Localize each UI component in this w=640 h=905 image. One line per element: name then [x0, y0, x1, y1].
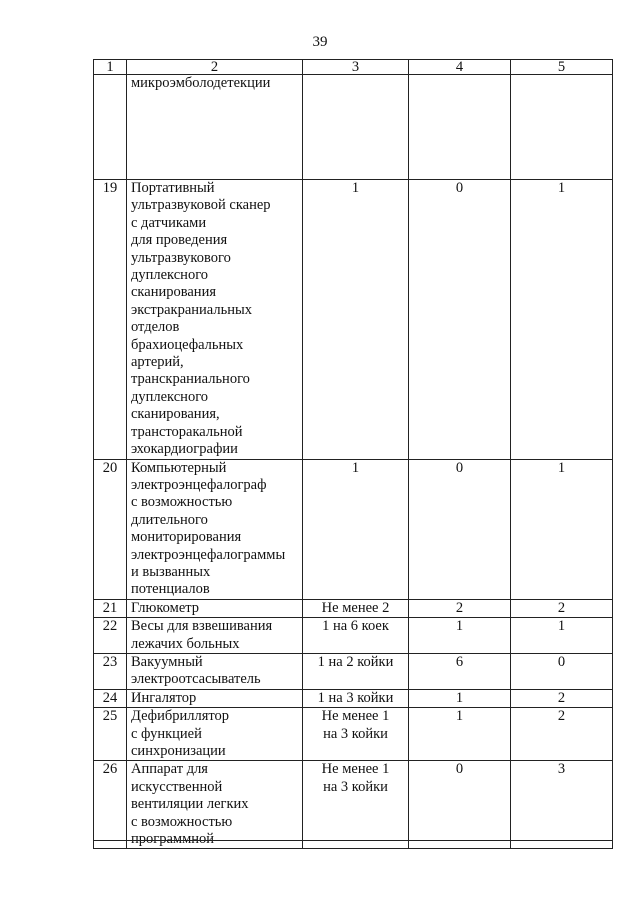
equipment-name-line: сканирования: [131, 284, 216, 301]
equipment-name-line: программной: [131, 831, 215, 848]
table-row: [94, 599, 613, 617]
equipment-name-cell: [127, 618, 303, 654]
equipment-name-line: Аппарат для: [131, 761, 208, 778]
column-4-value-cell: 1: [409, 689, 511, 707]
column-4-value-cell: [409, 75, 511, 180]
equipment-name-cell: [127, 459, 303, 599]
row-number-cell: 23: [94, 653, 127, 689]
equipment-name-line: Ингалятор: [131, 689, 197, 706]
table-row: [94, 75, 613, 180]
equipment-name-line: лежачих больных: [131, 635, 240, 652]
equipment-name-line: длительного: [131, 511, 208, 528]
equipment-name-line: для проведения: [131, 232, 228, 249]
column-header: 5: [511, 60, 613, 75]
required-quantity-line: 1 на 3 койки: [317, 689, 394, 706]
equipment-name-line: Глюкометр: [131, 599, 200, 616]
row-number-cell: 21: [94, 599, 127, 617]
table-bottom-border: [93, 840, 612, 841]
equipment-name-line: Портативный: [131, 180, 215, 196]
column-5-value-cell: 2: [511, 708, 613, 761]
table-row: [94, 761, 613, 849]
equipment-name-cell: [127, 689, 303, 707]
required-quantity-line: на 3 койки: [323, 725, 388, 742]
equipment-name-line: с функцией: [131, 725, 202, 742]
equipment-name-line: мониторирования: [131, 529, 242, 546]
equipment-name-line: ультразвукового: [131, 249, 231, 266]
equipment-name-line: и вызванных: [131, 563, 211, 580]
column-4-value-cell: 0: [409, 180, 511, 460]
column-4-value-cell: 1: [409, 618, 511, 654]
table-row: [94, 708, 613, 761]
equipment-name-line: дуплексного: [131, 388, 209, 405]
equipment-table: [93, 59, 613, 849]
required-quantity-line: Не менее 1: [321, 761, 390, 778]
column-5-value-cell: 1: [511, 618, 613, 654]
row-number-cell: 19: [94, 180, 127, 460]
equipment-name-line: Дефибриллятор: [131, 708, 230, 725]
equipment-name-cell: [127, 761, 303, 849]
row-number-cell: 20: [94, 459, 127, 599]
required-quantity-cell: [303, 180, 409, 460]
row-number-cell: [94, 75, 127, 180]
column-5-value-cell: 1: [511, 180, 613, 460]
equipment-name-line: Компьютерный: [131, 459, 227, 476]
equipment-name-line: с возможностью: [131, 813, 233, 830]
table-header-row: [94, 60, 613, 75]
row-number-cell: 25: [94, 708, 127, 761]
required-quantity-cell: [303, 708, 409, 761]
required-quantity-line: Не менее 2: [321, 599, 390, 616]
equipment-name-line: транскраниального: [131, 371, 250, 388]
table-row: [94, 459, 613, 599]
equipment-name-line: синхронизации: [131, 743, 226, 759]
equipment-name-cell: [127, 180, 303, 460]
table-row: [94, 618, 613, 654]
equipment-name-line: с датчиками: [131, 214, 207, 231]
page-number: 39: [312, 34, 328, 50]
equipment-name-line: потенциалов: [131, 581, 210, 598]
row-number-cell: 24: [94, 689, 127, 707]
table-row: [94, 653, 613, 689]
equipment-name-line: электроотсасыватель: [131, 671, 261, 688]
equipment-name-line: Вакуумный: [131, 653, 203, 670]
column-header: 2: [127, 60, 303, 75]
row-number-cell: 22: [94, 618, 127, 654]
column-5-value-cell: 1: [511, 459, 613, 599]
equipment-name-line: микроэмболодетекции: [131, 75, 271, 91]
equipment-name-cell: [127, 75, 303, 180]
equipment-name-line: трансторакальной: [131, 423, 243, 440]
row-number-cell: 26: [94, 761, 127, 849]
column-4-value-cell: 6: [409, 653, 511, 689]
equipment-name-line: искусственной: [131, 778, 223, 795]
required-quantity-line: 1 на 2 койки: [317, 653, 394, 670]
equipment-name-line: Весы для взвешивания: [131, 618, 273, 635]
column-5-value-cell: 2: [511, 689, 613, 707]
required-quantity-cell: [303, 75, 409, 180]
column-4-value-cell: 2: [409, 599, 511, 617]
column-header: 3: [303, 60, 409, 75]
equipment-name-cell: [127, 653, 303, 689]
required-quantity-line: на 3 койки: [323, 778, 388, 795]
equipment-name-line: ультразвуковой сканер: [131, 197, 271, 214]
table-row: [94, 180, 613, 460]
required-quantity-line: Не менее 1: [321, 708, 390, 725]
required-quantity-line: 1: [351, 459, 360, 476]
equipment-name-cell: [127, 599, 303, 617]
column-5-value-cell: 3: [511, 761, 613, 849]
required-quantity-cell: [303, 761, 409, 849]
column-header: 4: [409, 60, 511, 75]
required-quantity-cell: [303, 653, 409, 689]
equipment-name-cell: [127, 708, 303, 761]
column-5-value-cell: 0: [511, 653, 613, 689]
column-5-value-cell: [511, 75, 613, 180]
column-4-value-cell: 0: [409, 761, 511, 849]
required-quantity-cell: [303, 599, 409, 617]
required-quantity-cell: [303, 689, 409, 707]
equipment-name-line: отделов: [131, 319, 180, 336]
equipment-name-line: вентиляции легких: [131, 796, 249, 813]
column-4-value-cell: 1: [409, 708, 511, 761]
equipment-name-line: дуплексного: [131, 267, 209, 284]
column-5-value-cell: 2: [511, 599, 613, 617]
equipment-name-line: электроэнцефалограф: [131, 476, 267, 493]
equipment-name-line: электроэнцефалограммы: [131, 546, 286, 563]
table-row: [94, 689, 613, 707]
equipment-name-line: эхокардиографии: [131, 441, 238, 458]
equipment-name-line: экстракраниальных: [131, 301, 252, 318]
equipment-name-line: сканирования,: [131, 406, 220, 423]
equipment-name-line: брахиоцефальных: [131, 336, 244, 353]
equipment-name-line: артерий,: [131, 354, 184, 371]
equipment-name-line: с возможностью: [131, 494, 233, 511]
required-quantity-cell: [303, 459, 409, 599]
column-header: 1: [94, 60, 127, 75]
required-quantity-line: 1: [351, 180, 360, 196]
required-quantity-cell: [303, 618, 409, 654]
column-4-value-cell: 0: [409, 459, 511, 599]
required-quantity-line: 1 на 6 коек: [322, 618, 389, 635]
